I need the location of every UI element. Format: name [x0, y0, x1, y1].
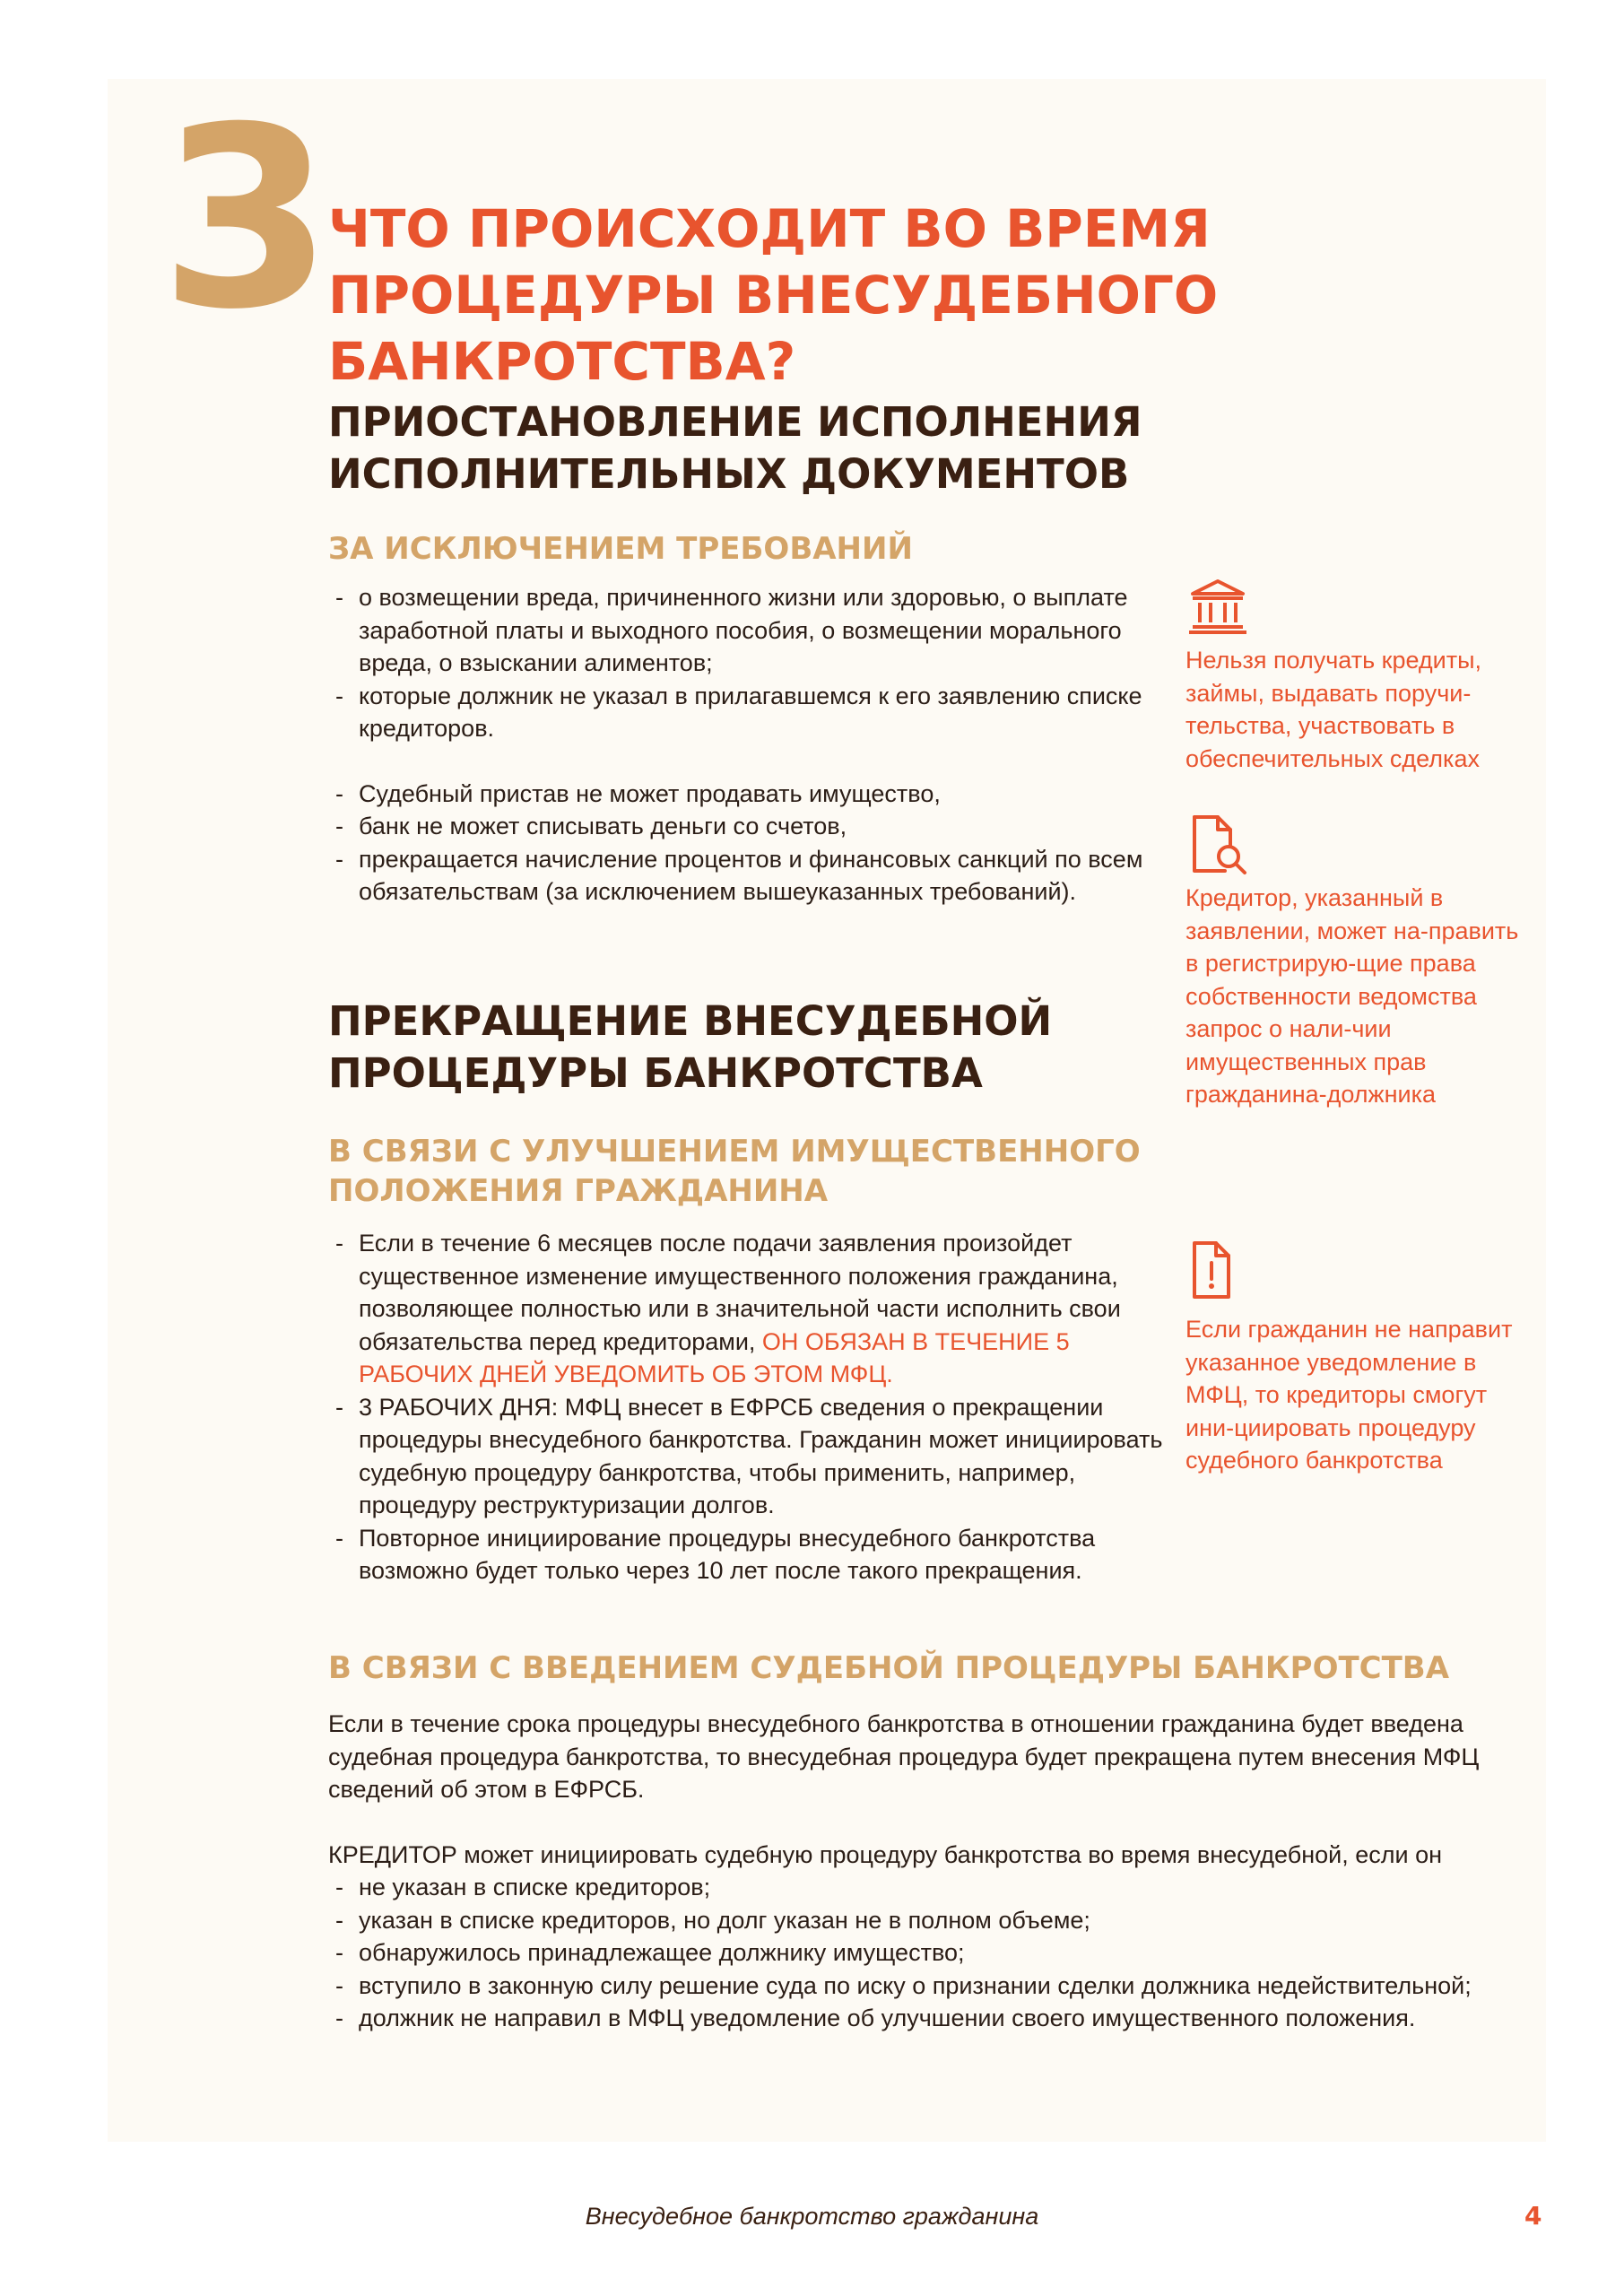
- effects-list: [328, 778, 1189, 909]
- page-number: 4: [1524, 2201, 1542, 2231]
- list-item: - указан в списке кредиторов, но долг указан не в полном объеме;: [328, 1904, 1512, 1937]
- suspension-title: ПРИОСТАНОВЛЕНИЕ ИСПОЛНЕНИЯ ИСПОЛНИТЕЛЬНЫХ ДОКУМЕНТОВ: [328, 398, 1142, 498]
- list-item: - Если в течение 6 месяцев после подачи заявления произойдет существенное изменение имущественного положения гражданина, позволяющее полностью или в значительной части исполнить свои обязательства перед кредиторами, ОН ОБЯЗАН В ТЕЧЕНИЕ 5 РАБОЧИХ ДНЕЙ УВЕДОМИТЬ ОБ ЭТОМ МФЦ.: [328, 1227, 1189, 1391]
- list-item: - о возмещении вреда, причиненного жизни или здоровью, о выплате заработной платы и выходного пособия, о возмещении морального вреда, о взыскании алиментов;: [328, 581, 1189, 680]
- suspension-subhead: ЗА ИСКЛЮЧЕНИЕМ ТРЕБОВАНИЙ: [328, 531, 913, 567]
- suspension-body: [328, 581, 1189, 909]
- list-item: - Судебный пристав не может продавать имущество,: [328, 778, 1189, 811]
- exceptions-list: [328, 581, 1189, 745]
- creditor-intro: КРЕДИТОР может инициировать судебную процедуру банкротства во время внесудебной, если он: [328, 1840, 1443, 1868]
- improvement-body: [328, 1227, 1189, 1587]
- termination-title: ПРЕКРАЩЕНИЕ ВНЕСУДЕБНОЙ ПРОЦЕДУРЫ БАНКРОТСТВА: [328, 997, 1053, 1097]
- chapter-title: ЧТО ПРОИСХОДИТ ВО ВРЕМЯ ПРОЦЕДУРЫ ВНЕСУДЕБНОГО БАНКРОТСТВА?: [328, 198, 1219, 392]
- document-alert-icon: [1185, 1238, 1250, 1302]
- sidebar-note-creditor-request: Кредитор, указанный в заявлении, может на-править в регистрирую-щие права собственности ведомства запрос о нали-чии имущественных прав гражданина-должника: [1185, 884, 1519, 1108]
- court-body: [328, 1708, 1512, 2035]
- list-item: - 3 РАБОЧИХ ДНЯ: МФЦ внесет в ЕФРСБ сведения о прекращении процедуры внесудебного банкротства. Гражданин может инициировать судебную процедуру банкротства, чтобы применить, например, процедуру реструктуризации долгов.: [328, 1391, 1189, 1522]
- document-search-icon: [1185, 812, 1250, 876]
- list-item: - прекращается начисление процентов и финансовых санкций по всем обязательствам (за исключением вышеуказанных требований).: [328, 843, 1189, 909]
- chapter-number: 3: [160, 74, 334, 364]
- improvement-subhead: В СВЯЗИ С УЛУЧШЕНИЕМ ИМУЩЕСТВЕННОГО ПОЛОЖЕНИЯ ГРАЖДАНИНА: [328, 1134, 1141, 1209]
- court-paragraph: Если в течение срока процедуры внесудебного банкротства в отношении гражданина будет введена судебная процедура банкротства, то внесудебная процедура будет прекращена путем внесения МФЦ сведений об этом в ЕФРСБ.: [328, 1710, 1480, 1803]
- sidebar-note-credit-ban: Нельзя получать кредиты, займы, выдавать поручи-тельства, участвовать в обеспечительных сделках: [1185, 647, 1482, 772]
- mfc-notice-highlight: ОН ОБЯЗАН В ТЕЧЕНИЕ 5 РАБОЧИХ ДНЕЙ УВЕДОМИТЬ ОБ ЭТОМ МФЦ.: [359, 1327, 1070, 1387]
- conditions-list: [328, 1871, 1512, 2035]
- list-item: - не указан в списке кредиторов;: [328, 1871, 1512, 1904]
- list-item: - вступило в законную силу решение суда по иску о признании сделки должника недействительной;: [328, 1970, 1512, 2003]
- list-item: - Повторное инициирование процедуры внесудебного банкротства возможно будет только через 10 лет после такого прекращения.: [328, 1522, 1189, 1587]
- sidebar-note-notice-warning: Если гражданин не направит указанное уведомление в МФЦ, то кредиторы смогут ини-циировать процедуру судебного банкротства: [1185, 1316, 1513, 1474]
- list-item: - должник не направил в МФЦ уведомление об улучшении своего имущественного положения.: [328, 2002, 1512, 2035]
- list-item: - обнаружилось принадлежащее должнику имущество;: [328, 1936, 1512, 1970]
- improvement-list: [328, 1227, 1189, 1587]
- footer-title: Внесудебное банкротство гражданина: [585, 2203, 1039, 2230]
- bank-building-icon: [1185, 574, 1250, 639]
- list-item: - которые должник не указал в прилагавшемся к его заявлению списке кредиторов.: [328, 680, 1189, 745]
- list-item: - банк не может списывать деньги со счетов,: [328, 810, 1189, 843]
- court-subhead: В СВЯЗИ С ВВЕДЕНИЕМ СУДЕБНОЙ ПРОЦЕДУРЫ БАНКРОТСТВА: [328, 1650, 1450, 1686]
